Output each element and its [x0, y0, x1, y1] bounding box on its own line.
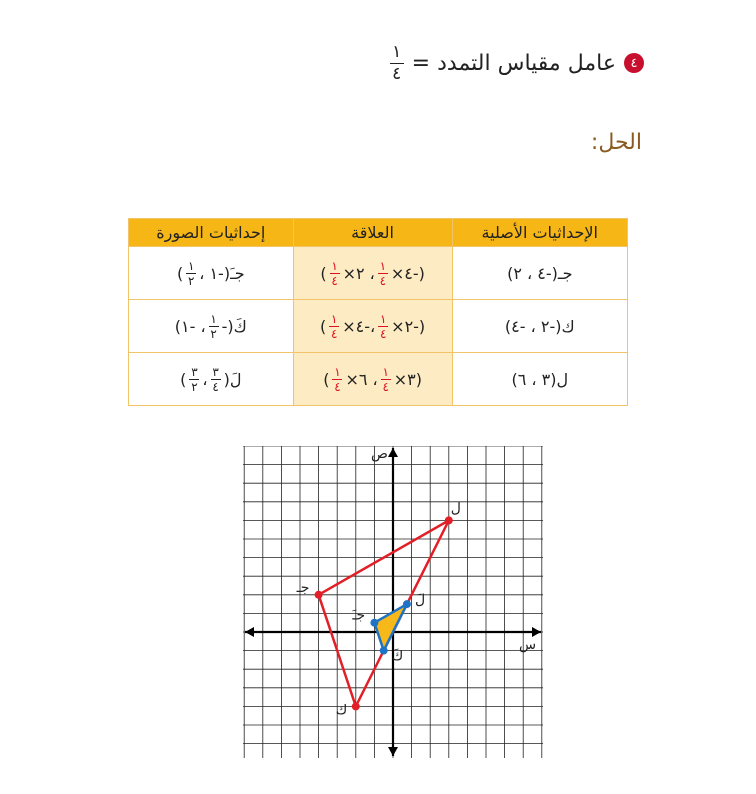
header-image: إحداثيات الصورة [129, 219, 294, 247]
image-vertex-label: جـَ [352, 607, 366, 624]
relation-text: (-٢× [391, 316, 426, 336]
image-coord [129, 353, 294, 406]
image-vertex-label: لَ [414, 592, 426, 609]
table-row [129, 247, 628, 300]
image-vertex [380, 647, 388, 655]
original-vertex-label: ل [450, 500, 461, 517]
image-text: لَ( [223, 369, 242, 389]
y-arrow-up [388, 448, 398, 457]
y-arrow-down [388, 747, 398, 756]
fraction: $\frac{٣}{٤}$ [212, 364, 219, 394]
relation-text: ، ٦× [345, 369, 378, 389]
coordinates-table [128, 218, 628, 406]
image-text: كَ(- [221, 316, 247, 336]
original-coord: ك(-٢ ، -٤) [452, 300, 627, 353]
image-coord [129, 300, 294, 353]
image-text: ، -١) [174, 316, 206, 336]
problem-header [390, 38, 644, 88]
x-axis-label: س [519, 637, 537, 653]
image-text: ) [180, 369, 187, 389]
image-text: جـَ(-١ ، [199, 263, 245, 283]
image-triangle [374, 604, 407, 651]
relation-text: ،-٤× [342, 316, 376, 336]
original-coord: ل(٣ ، ٦) [452, 353, 627, 406]
relation-text: ، ٢× [342, 263, 375, 283]
scale-factor-fraction [390, 41, 404, 84]
x-arrow-right [532, 627, 541, 637]
relation-text: ) [323, 369, 330, 389]
x-arrow-left [245, 627, 254, 637]
image-vertex [370, 619, 378, 627]
table-header-row [129, 219, 628, 247]
fraction: $\frac{١}{٤}$ [331, 311, 338, 341]
y-axis-label: ص [371, 446, 388, 462]
relation-text: ) [319, 316, 327, 336]
fraction: $\frac{١}{٢}$ [210, 311, 217, 341]
fraction: $\frac{١}{٤}$ [379, 311, 387, 341]
original-coord: جـ(-٤ ، ٢) [452, 247, 627, 300]
image-vertex-label: كَ [391, 648, 404, 665]
image-vertex [403, 600, 411, 608]
fraction: $\frac{١}{٤}$ [379, 258, 387, 288]
coordinate-plane [243, 446, 543, 758]
fraction: $\frac{٣}{٢}$ [191, 364, 198, 394]
relation-cell [293, 353, 452, 406]
original-vertex-label: ك [335, 702, 348, 719]
problem-number-badge: ٤ [624, 53, 644, 73]
triangles [296, 500, 461, 718]
fraction: $\frac{١}{٤}$ [334, 364, 341, 394]
fraction: $\frac{١}{٤}$ [382, 364, 389, 394]
original-vertex [445, 516, 453, 524]
image-text: ) [176, 263, 184, 283]
axes [245, 448, 541, 756]
relation-text: ) [320, 263, 327, 283]
original-vertex-label: جـ [296, 579, 310, 596]
relation-cell [293, 247, 452, 300]
header-relation: العلاقة [293, 219, 452, 247]
fraction: $\frac{١}{٢}$ [187, 258, 195, 288]
table-row [129, 353, 628, 406]
header-original: الإحداثيات الأصلية [452, 219, 627, 247]
fraction-numerator: ١ [392, 41, 402, 62]
table-row [129, 300, 628, 353]
original-vertex [315, 591, 323, 599]
relation-cell [293, 300, 452, 353]
problem-label: عامل مقياس التمدد = [411, 50, 616, 76]
relation-text: (-٤× [390, 263, 425, 283]
image-coord [129, 247, 294, 300]
fraction: $\frac{١}{٤}$ [331, 258, 338, 288]
solution-label: الحل: [590, 130, 642, 155]
relation-text: (٣× [393, 369, 422, 389]
separator: ، [202, 369, 208, 389]
fraction-denominator: ٤ [392, 63, 402, 84]
original-vertex [352, 702, 360, 710]
